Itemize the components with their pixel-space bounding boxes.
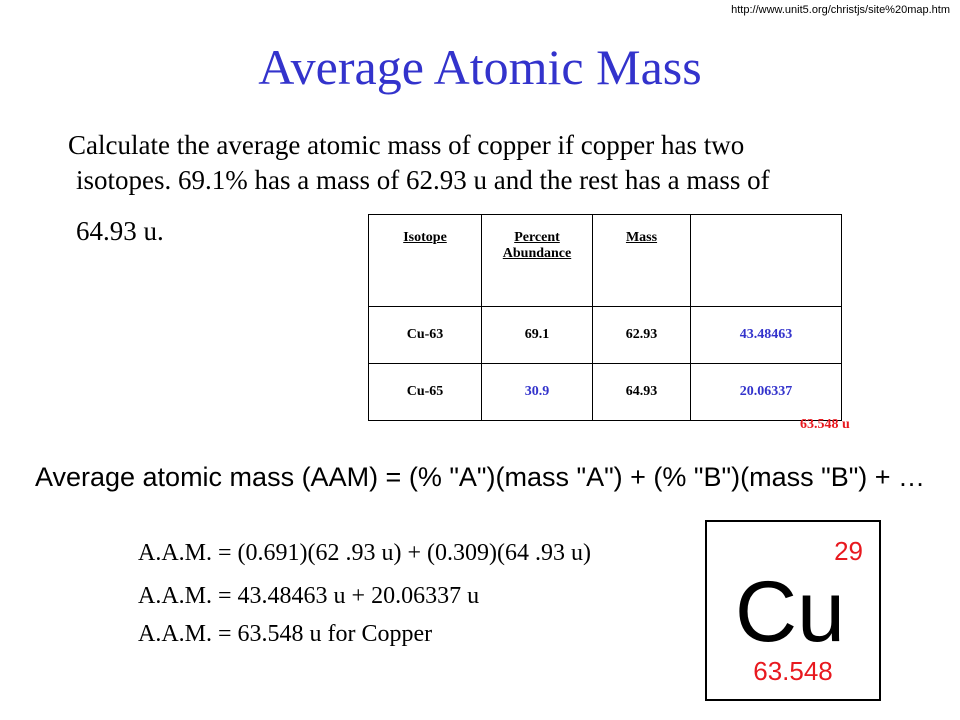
header-percent-abundance: Percent Abundance <box>482 215 593 307</box>
cell-mass: 64.93 <box>593 364 691 421</box>
source-url: http://www.unit5.org/christjs/site%20map.htm <box>731 4 950 16</box>
table-header-row <box>369 215 842 307</box>
table-row <box>369 307 842 364</box>
cell-percent: 30.9 <box>482 364 593 421</box>
periodic-element-tile <box>705 520 881 701</box>
header-isotope: Isotope <box>369 215 482 307</box>
atomic-mass: 63.548 <box>753 656 833 686</box>
isotope-table <box>368 214 842 421</box>
cell-percent: 69.1 <box>482 307 593 364</box>
page-title: Average Atomic Mass <box>258 39 702 95</box>
table-total: 63.548 u <box>800 417 850 432</box>
general-formula: Average atomic mass (AAM) = (% "A")(mass "A") + (% "B")(mass "B") + … <box>34 462 926 492</box>
atomic-number: 29 <box>834 536 863 566</box>
cell-isotope: Cu-63 <box>369 307 482 364</box>
cell-mass: 62.93 <box>593 307 691 364</box>
cell-product: 43.48463 <box>691 307 842 364</box>
cell-product: 20.06337 <box>691 364 842 421</box>
header-mass: Mass <box>593 215 691 307</box>
problem-line-1: Calculate the average atomic mass of copper if copper has two <box>68 130 745 160</box>
calculation-step-3: A.A.M. = 63.548 u for Copper <box>138 621 433 647</box>
calculation-step-2: A.A.M. = 43.48463 u + 20.06337 u <box>138 583 480 609</box>
cell-isotope: Cu-65 <box>369 364 482 421</box>
table-row <box>369 364 842 421</box>
calculation-step-1: A.A.M. = (0.691)(62 .93 u) + (0.309)(64 .93 u) <box>138 540 592 566</box>
problem-line-2: isotopes. 69.1% has a mass of 62.93 u and the rest has a mass of <box>76 165 770 195</box>
element-symbol: Cu <box>735 564 845 660</box>
problem-line-3: 64.93 u. <box>76 216 164 246</box>
header-product <box>691 215 842 307</box>
